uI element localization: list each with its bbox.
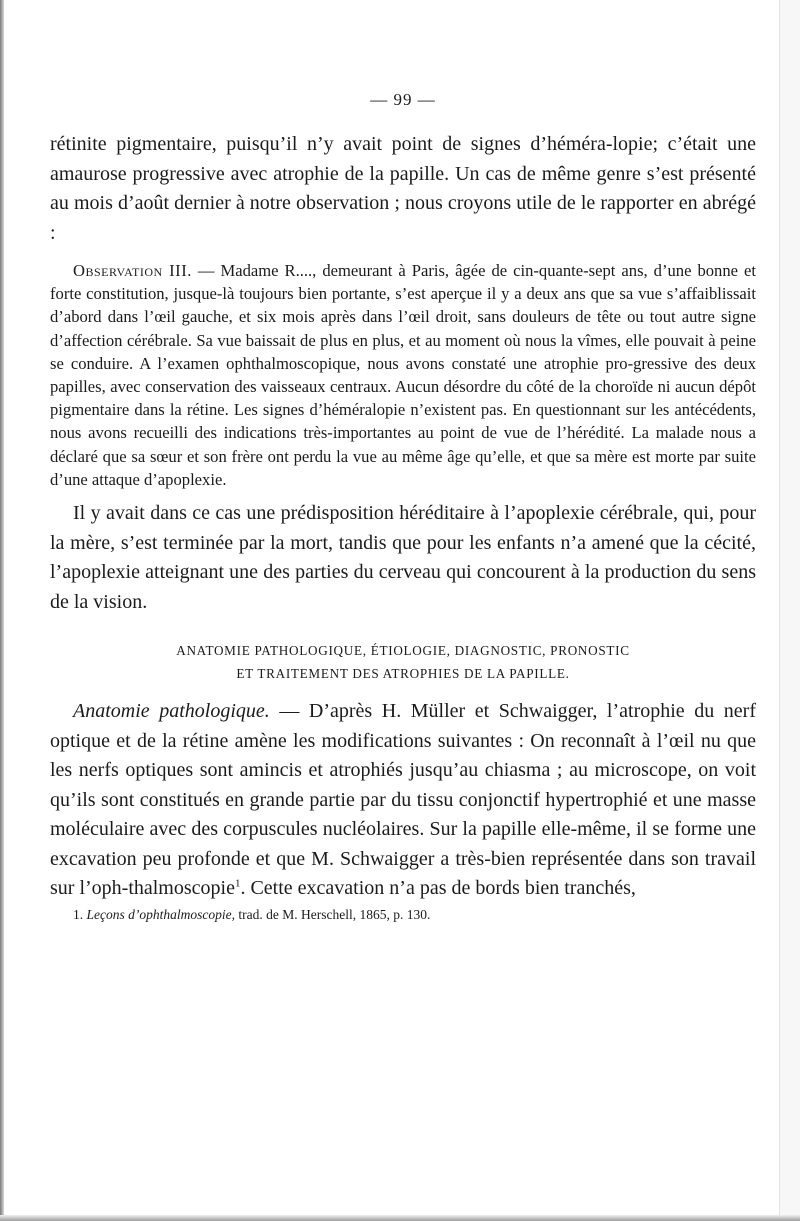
observation-text: — Madame R...., demeurant à Paris, âgée de cin-quante-sept ans, d’une bonne et forte constitution, jusque-là toujours bien portante, s’est aperçue il y a deux ans que sa vue s’affaiblissait d’abord dans l’œil gauche, et six mois après dans l’œil droit, sans douleurs de tête ou tout autre signe d’affection cérébrale. Sa vue baissait de plus en plus, et au moment où nous la vîmes, elle pouvait à peine se conduire. A l’examen ophthalmoscopique, nous avons constaté une atrophie pro-gressive des deux papilles, avec conservation des vaisseaux centraux. Aucun désordre du côté de la choroïde ni aucun dépôt pigmentaire dans la rétine. Les signes d’héméralopie n’existent pas. En questionnant sur les antécédents, nous avons recueilli des indications très-importantes au point de vue de l’hérédité. La malade nous a déclaré que sa sœur et son frère ont perdu la vue au même âge qu’elle, et que sa mère est morte par suite d’une attaque d’apoplexie. [50, 261, 756, 489]
section-heading-line-2: ET TRAITEMENT DES ATROPHIES DE LA PAPILLE. [236, 666, 570, 682]
anatomie-label: Anatomie pathologique. [73, 700, 270, 723]
observation-label: Observation III. [73, 261, 192, 280]
scan-bottom-edge [0, 1215, 800, 1221]
book-page [50, 90, 756, 924]
anatomie-text: — D’après H. Müller et Schwaigger, l’atrophie du nerf optique et de la rétine amène les modifications suivantes : On reconnaît à l’œil nu que les nerfs optiques sont amincis et atrophiés jusqu’au chiasma ; au microscope, on voit qu’ils sont constitués en grande partie par du tissu conjonctif hypertrophié et une masse moléculaire avec des corpuscules nucléolaires. Sur la papille elle-même, il se forme une excavation peu profonde et que M. Schwaigger a très-bien représentée dans son travail sur l’oph-thalmoscopie [50, 700, 756, 900]
page-number: — 99 — [370, 90, 436, 109]
paragraph-predisposition: Il y avait dans ce cas une prédisposition héréditaire à l’apoplexie cérébrale, qui, pour la mère, s’est terminée par la mort, tandis que pour les enfants n’a amené que la cécité, l’apoplexie atteignant une des parties du cerveau qui concourent à la production du sens de la vision. [50, 502, 756, 613]
section-heading [50, 639, 756, 685]
footnote-title: Leçons d’ophthalmoscopie, [86, 906, 235, 922]
observation-paragraph [50, 259, 756, 491]
paragraph-anatomie [50, 697, 756, 904]
footnote-marker: 1. [73, 906, 84, 922]
anatomie-text-end: . Cette excavation n’a pas de bords bien tranchés, [240, 877, 636, 900]
scan-left-edge [0, 0, 4, 1221]
footnote-rest: trad. de M. Herschell, 1865, p. 130. [234, 906, 431, 922]
footnote-reference: 1 [234, 877, 241, 890]
section-heading-line-1: ANATOMIE PATHOLOGIQUE, ÉTIOLOGIE, DIAGNOSTIC, PRONOSTIC [176, 643, 630, 659]
footnote [50, 906, 756, 924]
scan-right-edge [779, 0, 800, 1221]
paragraph-retinite: rétinite pigmentaire, puisqu’il n’y avait point de signes d’héméra-lopie; c’était une amaurose progressive avec atrophie de la papille. Un cas de même genre s’est présenté au mois d’août dernier à notre observation ; nous croyons utile de le rapporter en abrégé : [50, 133, 756, 244]
